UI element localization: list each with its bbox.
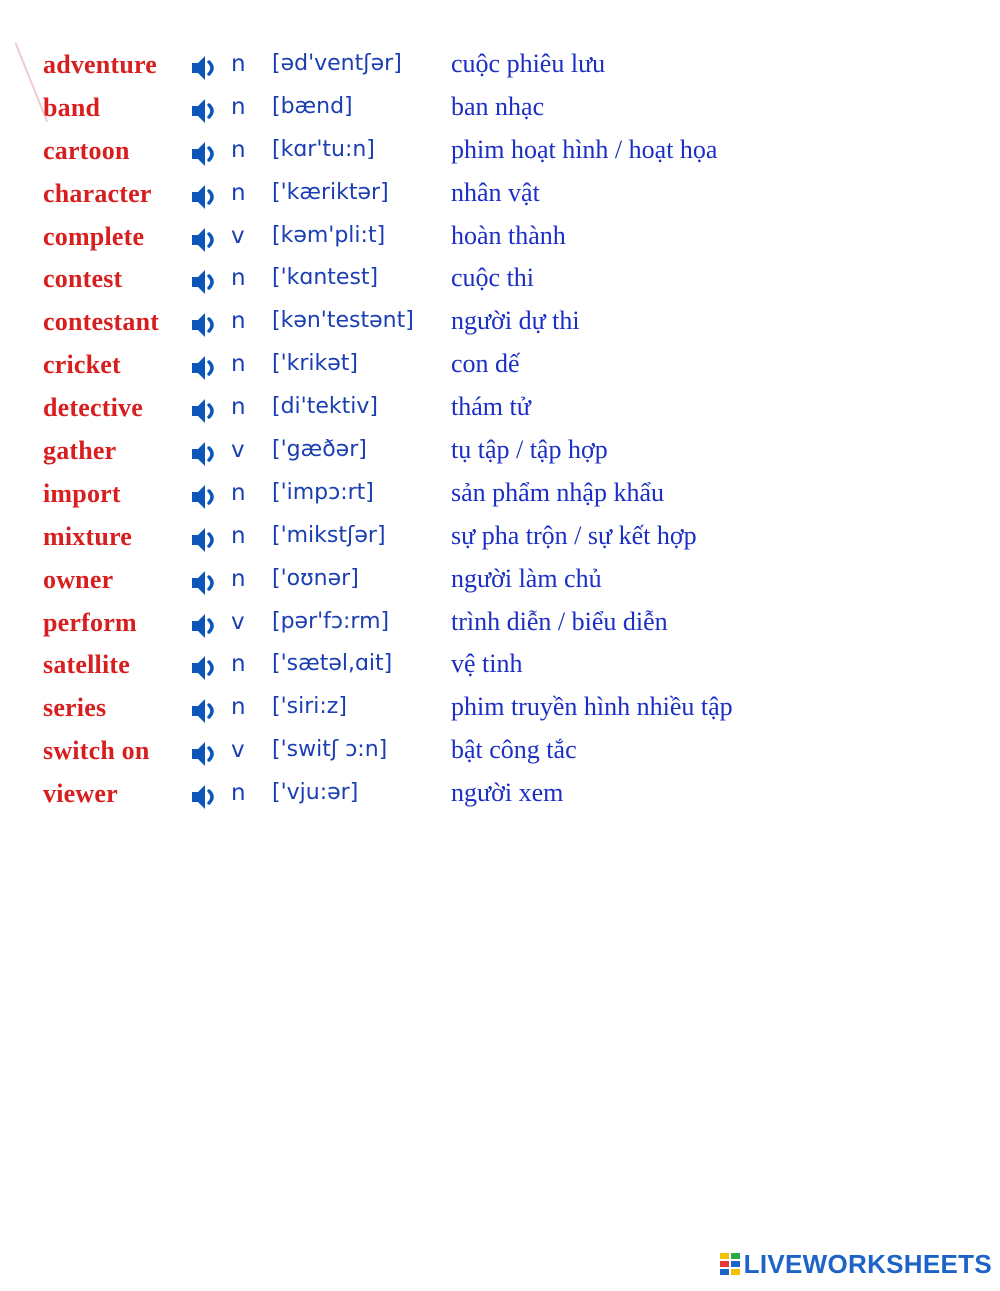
vietnamese-meaning: phim truyền hình nhiều tập	[451, 692, 733, 722]
speaker-icon[interactable]	[190, 612, 220, 640]
speaker-icon[interactable]	[190, 526, 220, 554]
part-of-speech: n	[231, 308, 246, 335]
part-of-speech: n	[231, 694, 246, 721]
part-of-speech: n	[231, 51, 246, 77]
phonetic-transcription: ['impɔ:rt]	[272, 479, 374, 505]
speaker-icon[interactable]	[190, 311, 220, 339]
phonetic-transcription: ['oʊnər]	[272, 565, 359, 591]
phonetic-transcription: ['kɑntest]	[272, 265, 379, 291]
speaker-icon[interactable]	[190, 697, 220, 725]
vietnamese-meaning: phim hoạt hình / hoạt họa	[451, 134, 718, 164]
vocab-word: series	[43, 693, 107, 723]
vocab-row	[43, 646, 803, 689]
vocab-row	[43, 432, 803, 475]
vietnamese-meaning: bật công tắc	[451, 735, 577, 765]
speaker-icon[interactable]	[190, 397, 220, 425]
vocab-word: mixture	[43, 521, 133, 551]
vietnamese-meaning: cuộc phiêu lưu	[451, 49, 606, 78]
vocab-word: contestant	[43, 307, 160, 337]
phonetic-transcription: ['kæriktər]	[272, 179, 389, 205]
vocab-word: viewer	[43, 779, 118, 809]
vocab-row	[43, 260, 803, 303]
part-of-speech: n	[231, 93, 246, 120]
vietnamese-meaning: trình diễn / biểu diễn	[451, 606, 668, 636]
vocab-word: perform	[43, 607, 137, 637]
speaker-icon[interactable]	[190, 226, 220, 254]
part-of-speech: n	[231, 479, 246, 506]
vocab-row	[43, 46, 803, 89]
vietnamese-meaning: hoàn thành	[451, 220, 566, 250]
vocabulary-list	[43, 46, 803, 818]
part-of-speech: v	[231, 222, 245, 249]
vocab-word: cricket	[43, 350, 121, 380]
vietnamese-meaning: vệ tinh	[451, 649, 523, 679]
speaker-icon[interactable]	[190, 483, 220, 511]
vocab-row	[43, 775, 803, 818]
part-of-speech: n	[231, 351, 246, 378]
vocab-row	[43, 303, 803, 346]
speaker-icon[interactable]	[190, 268, 220, 296]
part-of-speech: n	[231, 179, 246, 206]
speaker-icon[interactable]	[190, 54, 220, 82]
vocab-word: cartoon	[43, 135, 130, 165]
phonetic-transcription: ['switʃ ɔ:n]	[272, 737, 388, 763]
part-of-speech: v	[231, 737, 245, 764]
phonetic-transcription: [di'tektiv]	[272, 394, 378, 420]
vietnamese-meaning: ban nhạc	[451, 91, 545, 121]
vocab-word: gather	[43, 436, 117, 466]
phonetic-transcription: ['krikət]	[272, 351, 359, 377]
vocab-word: band	[43, 92, 101, 122]
part-of-speech: n	[231, 565, 246, 592]
phonetic-transcription: [bænd]	[272, 93, 353, 119]
vocab-word: switch on	[43, 736, 150, 766]
vietnamese-meaning: tụ tập / tập hợp	[451, 435, 608, 465]
phonetic-transcription: [kəm'pli:t]	[272, 222, 386, 248]
vocab-row	[43, 89, 803, 132]
speaker-icon[interactable]	[190, 97, 220, 125]
vietnamese-meaning: con dế	[451, 349, 520, 379]
part-of-speech: n	[231, 651, 246, 678]
speaker-icon[interactable]	[190, 569, 220, 597]
vocab-word: owner	[43, 564, 114, 594]
vocab-word: contest	[43, 264, 123, 294]
phonetic-transcription: [kən'testənt]	[272, 308, 414, 334]
vocab-row	[43, 561, 803, 604]
phonetic-transcription: [kɑr'tu:n]	[272, 136, 375, 162]
phonetic-transcription: ['siri:z]	[272, 694, 347, 720]
speaker-icon[interactable]	[190, 140, 220, 168]
liveworksheets-brand	[719, 1249, 992, 1279]
vietnamese-meaning: sự pha trộn / sự kết hợp	[451, 520, 697, 550]
vocab-word: satellite	[43, 650, 130, 680]
speaker-icon[interactable]	[190, 654, 220, 682]
vietnamese-meaning: người dự thi	[451, 306, 580, 336]
vocab-word: character	[43, 178, 152, 208]
vietnamese-meaning: nhân vật	[451, 177, 540, 207]
speaker-icon[interactable]	[190, 740, 220, 768]
vocab-row	[43, 518, 803, 561]
part-of-speech: n	[231, 394, 246, 421]
brand-name: LIVEWORKSHEETS	[743, 1248, 992, 1279]
phonetic-transcription: [əd'ventʃər]	[272, 51, 402, 76]
liveworksheets-logo-icon	[719, 1252, 741, 1276]
vocab-row	[43, 389, 803, 432]
vocab-row	[43, 732, 803, 775]
phonetic-transcription: ['sætəl,ɑit]	[272, 651, 393, 677]
vocab-word: complete	[43, 221, 145, 251]
speaker-icon[interactable]	[190, 783, 220, 811]
vietnamese-meaning: người xem	[451, 778, 564, 808]
part-of-speech: n	[231, 780, 246, 807]
part-of-speech: n	[231, 136, 246, 163]
vocab-word: adventure	[43, 50, 157, 79]
phonetic-transcription: ['mikstʃər]	[272, 522, 386, 548]
part-of-speech: v	[231, 608, 245, 635]
vocab-row	[43, 475, 803, 518]
vietnamese-meaning: cuộc thi	[451, 263, 535, 293]
vocab-word: detective	[43, 393, 143, 423]
speaker-icon[interactable]	[190, 354, 220, 382]
vietnamese-meaning: thám tử	[451, 392, 531, 422]
part-of-speech: n	[231, 265, 246, 292]
vocab-row	[43, 604, 803, 647]
part-of-speech: n	[231, 522, 246, 549]
vietnamese-meaning: sản phẩm nhập khẩu	[451, 477, 665, 507]
vocab-row	[43, 689, 803, 732]
vocab-word: import	[43, 478, 121, 508]
vietnamese-meaning: người làm chủ	[451, 563, 602, 593]
phonetic-transcription: [pər'fɔ:rm]	[272, 608, 390, 634]
vocab-row	[43, 175, 803, 218]
phonetic-transcription: ['vju:ər]	[272, 780, 359, 806]
speaker-icon[interactable]	[190, 183, 220, 211]
speaker-icon[interactable]	[190, 440, 220, 468]
vocab-row	[43, 346, 803, 389]
vocab-row	[43, 218, 803, 261]
phonetic-transcription: ['gæðər]	[272, 437, 367, 463]
vocab-row	[43, 132, 803, 175]
part-of-speech: v	[231, 437, 245, 464]
